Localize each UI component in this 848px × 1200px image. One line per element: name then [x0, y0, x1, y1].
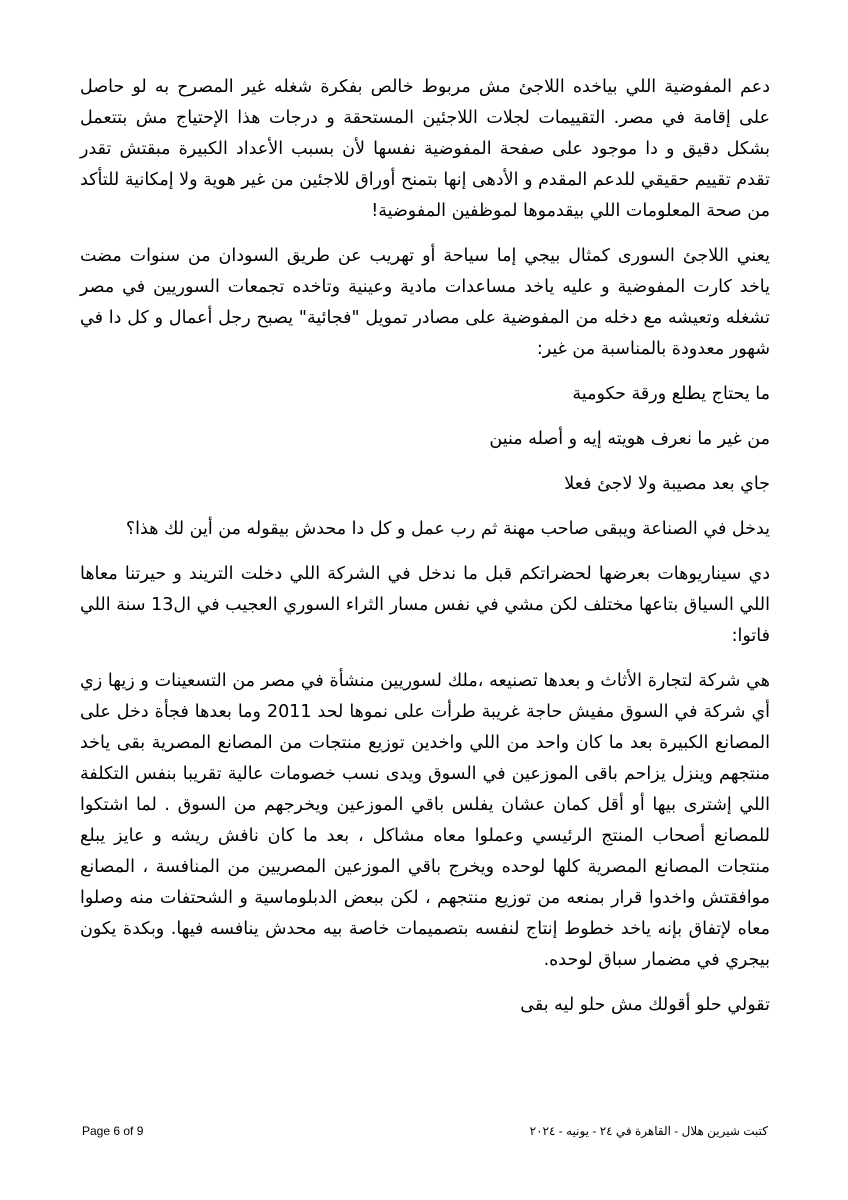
list-line-unknown-identity: من غير ما نعرف هويته إيه و أصله منين	[489, 429, 770, 449]
paragraph-unhcr-support: دعم المفوضية اللي بياخده اللاجئ مش مربوط خالص بفكرة شغله غير المصرح به لو حاصل على إقامة في مصر. التقييمات لجلات اللاجئين المستحقة و درجات هذا الإحتياج مش بتتعمل بشكل دقيق و دا موجود على صفحة المفوضية نفسها لأن بسبب الأعداد الكبيرة مبقتش تقدر تقدم تقييم حقيقي للدعم المقدم و الأدهى إنها بتمنح أوراق للاجئين من غير هوية ولا إمكانية للتأكد من صحة المعلومات اللي بيقدموها لموظفين المفوضية!	[80, 77, 770, 221]
document-body	[80, 72, 770, 1035]
paragraph-scenarios: دي سيناريوهات بعرضها لحضراتكم قبل ما ندخل في الشركة اللي دخلت التريند و حيرتنا معاها اللي السياق بتاعها مختلف لكن مشي في نفس مسار الثراء السوري العجيب في ال13 سنة اللي فاتوا:	[80, 564, 770, 646]
paragraph-closing: تقولي حلو أقولك مش حلو ليه بقى	[520, 995, 770, 1015]
author-byline: كتبت شيرين هلال - القاهرة في ٢٤ - يونيه - ٢٠٢٤	[529, 1124, 768, 1138]
paragraph-enters-industry: يدخل في الصناعة ويبقى صاحب مهنة ثم رب عمل و كل دا محدش بيقوله من أين لك هذا؟	[125, 519, 770, 539]
page-footer	[82, 1124, 768, 1144]
paragraph-furniture-company: هي شركة لتجارة الأثاث و بعدها تصنيعه ،ملك لسوريين منشأة في مصر من التسعينات و زيها زي أي شركة في السوق مفيش حاجة غريبة طرأت على نموها لحد 2011 وما بعدها فجأة دخل على المصانع الكبيرة بعد ما كان واحد من اللي واخدين توزيع منتجات من المصانع المصرية بقى ياخد منتجهم وينزل يزاحم باقى الموزعين في السوق ويدى نسب خصومات عالية تقريبا بنفس التكلفة اللي إشترى بيها أو أقل كمان عشان يفلس باقي الموزعين ويخرجهم من السوق . لما اشتكوا للمصانع أصحاب المنتج الرئيسي وعملوا معاه مشاكل ، بعد ما كان نافش ريشه و عايز يبلع منتجات المصانع المصرية كلها لوحده ويخرج باقي الموزعين المصريين من المنافسة ، المصانع موافقتش واخدوا قرار بمنعه من توزيع منتجهم ، لكن ببعض الدبلوماسية و الشحتفات منه وصلوا معاه لإتفاق بإنه ياخد خطوط إنتاج لنفسه بتصميمات خاصة بيه محدش ينافسه فيها. وبكدة يكون بيجري في مضمار سباق لوحده.	[80, 671, 770, 970]
page-number: Page 6 of 9	[82, 1124, 144, 1138]
paragraph-syrian-refugee-example: يعني اللاجئ السورى كمثال بيجي إما سياحة أو تهريب عن طريق السودان من سنوات مضت ياخد كارت المفوضية و عليه ياخد مساعدات مادية وعينية وتاخده تجمعات السوريين في مصر تشغله وتعيشه مع دخله من المفوضية على مصادر تمويل "فجائية" يصبح رجل أعمال و كل دا في شهور معدودة بالمناسبة من غير:	[80, 246, 770, 359]
list-line-real-refugee: جاي بعد مصيبة ولا لاجئ فعلا	[564, 474, 770, 494]
list-line-no-government-paper: ما يحتاج يطلع ورقة حكومية	[572, 384, 770, 404]
